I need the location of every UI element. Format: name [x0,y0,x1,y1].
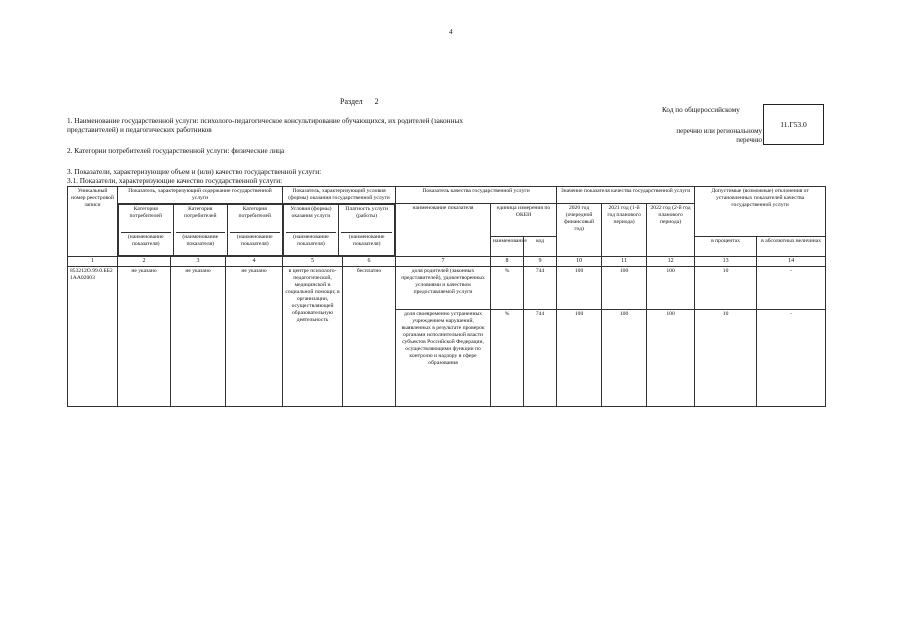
header-cond2 [339,205,395,256]
indicator-name: доля своевременно устраненных учреждением нарушений, выявленных в результате проверок органами исполнительной власти субъектов Российской Федерации, осуществляющими функции по контролю и надзору в сфере образования [396,310,491,407]
value-2021: 100 [602,310,647,407]
record-conditions: в центре психолого-педагогической, медицинской и социальной помощи; в организации, осуществляющей образовательную деятельность [283,267,343,407]
cond1-note: (наименование показателя) [286,232,337,248]
value-2020: 100 [557,310,602,407]
record-id: 853212О.99.0.ББ21АА02003 [68,267,118,407]
cat1-note: (наименование показателя) [121,232,171,248]
cat3-label: Категория потребителей [238,206,272,219]
record-cat1: не указано [118,267,171,407]
code-value-box: 11.Г53.0 [763,104,824,145]
indicator-code: 744 [524,267,557,310]
deviation-absolute: - [757,310,826,407]
header-unit: единица измерения по ОКЕИ [491,204,557,237]
indicator-unit: % [491,267,524,310]
header-cat3 [228,205,283,256]
content-subtable [118,204,283,256]
col-num: 6 [343,257,396,267]
quality-indicators-heading: 3.1. Показатели, характеризующие качество государственной услуги: [67,176,283,185]
header-conditions: Показатель, характеризующий условия (формы) оказания государственной услуги [283,187,396,204]
code-label-bottom: перечню или региональному перечню [676,127,762,144]
section-label: Раздел [340,97,363,106]
header-quality: Показатель качества государственной услуги [396,187,557,204]
col-num: 5 [283,257,343,267]
code-label-top: Код по общероссийскому [662,106,740,114]
header-unique-number: Уникальный номер реестровой записи [68,187,118,257]
col-num: 12 [647,257,695,267]
col-num: 11 [602,257,647,267]
cond1-label: Условия (формы) оказания услуги [290,206,332,219]
consumer-categories: 2. Категории потребителей государственной услуги: физические лица [67,146,285,155]
quality-table [67,186,826,407]
column-number-row [68,257,826,267]
section-number: 2 [374,97,379,106]
col-num: 2 [118,257,171,267]
section-title [340,97,379,106]
content-subheaders [118,204,283,257]
header-cond1 [283,205,339,256]
value-2022: 100 [647,267,695,310]
deviation-percent: 10 [695,310,757,407]
header-absolute: в абсолютных величинах [757,237,826,257]
header-year-2020: 2020 год (очередной финансовый год) [557,204,602,257]
header-content: Показатель, характеризующий содержание государственной услуги [118,187,283,204]
deviation-absolute: - [757,267,826,310]
conditions-subheaders [283,204,396,257]
col-num: 10 [557,257,602,267]
cat2-note: (наименование показателя) [176,232,226,248]
col-num: 3 [171,257,226,267]
value-2021: 100 [602,267,647,310]
cond2-label: Платность услуги (работы) [345,206,388,219]
col-num: 4 [226,257,283,267]
header-percent: в процентах [695,237,757,257]
col-num: 8 [491,257,524,267]
col-num: 14 [757,257,826,267]
header-unit-code: код [524,237,557,257]
col-num: 9 [524,257,557,267]
indicator-unit: % [491,310,524,407]
page-number: 4 [449,28,453,36]
cat3-note: (наименование показателя) [230,232,280,248]
deviation-percent: 10 [695,267,757,310]
header-year-2022: 2022 год (2-й год планового периода) [647,204,695,257]
header-year-2021: 2021 год (1-й год планового периода) [602,204,647,257]
service-name-line1: 1. Наименование государственной услуги: психолого-педагогическое консультирование обучающихся, их родителей (законных [67,116,464,125]
value-2020: 100 [557,267,602,310]
table-row [68,267,826,310]
col-num: 7 [396,257,491,267]
indicators-heading: 3. Показатели, характеризующие объем и (или) качество государственной услуги: [67,167,322,176]
header-deviation: Допустимые (возможные) отклонения от установленных показателей качества государственной услуги [695,187,826,237]
header-cat2 [173,205,228,256]
header-cat1 [119,205,174,256]
value-2022: 100 [647,310,695,407]
service-name-line2: представителей) и педагогических работников [67,125,212,134]
cond2-note: (наименование показателя) [341,232,392,248]
record-payment: бесплатно [343,267,396,407]
header-unit-name: наименование [491,237,524,257]
header-values: Значение показателя качества государственной услуги [557,187,695,204]
conditions-subtable [283,204,396,256]
header-indicator-name: наименование показателя [396,204,491,257]
record-cat2: не указано [171,267,226,407]
indicator-name: доля родителей (законных представителей), удовлетворенных условиями и качеством предоставляемой услуги [396,267,491,310]
indicator-code: 744 [524,310,557,407]
record-cat3: не указано [226,267,283,407]
col-num: 1 [68,257,118,267]
cat1-label: Категория потребителей [129,206,163,219]
col-num: 13 [695,257,757,267]
cat2-label: Категория потребителей [183,206,217,219]
